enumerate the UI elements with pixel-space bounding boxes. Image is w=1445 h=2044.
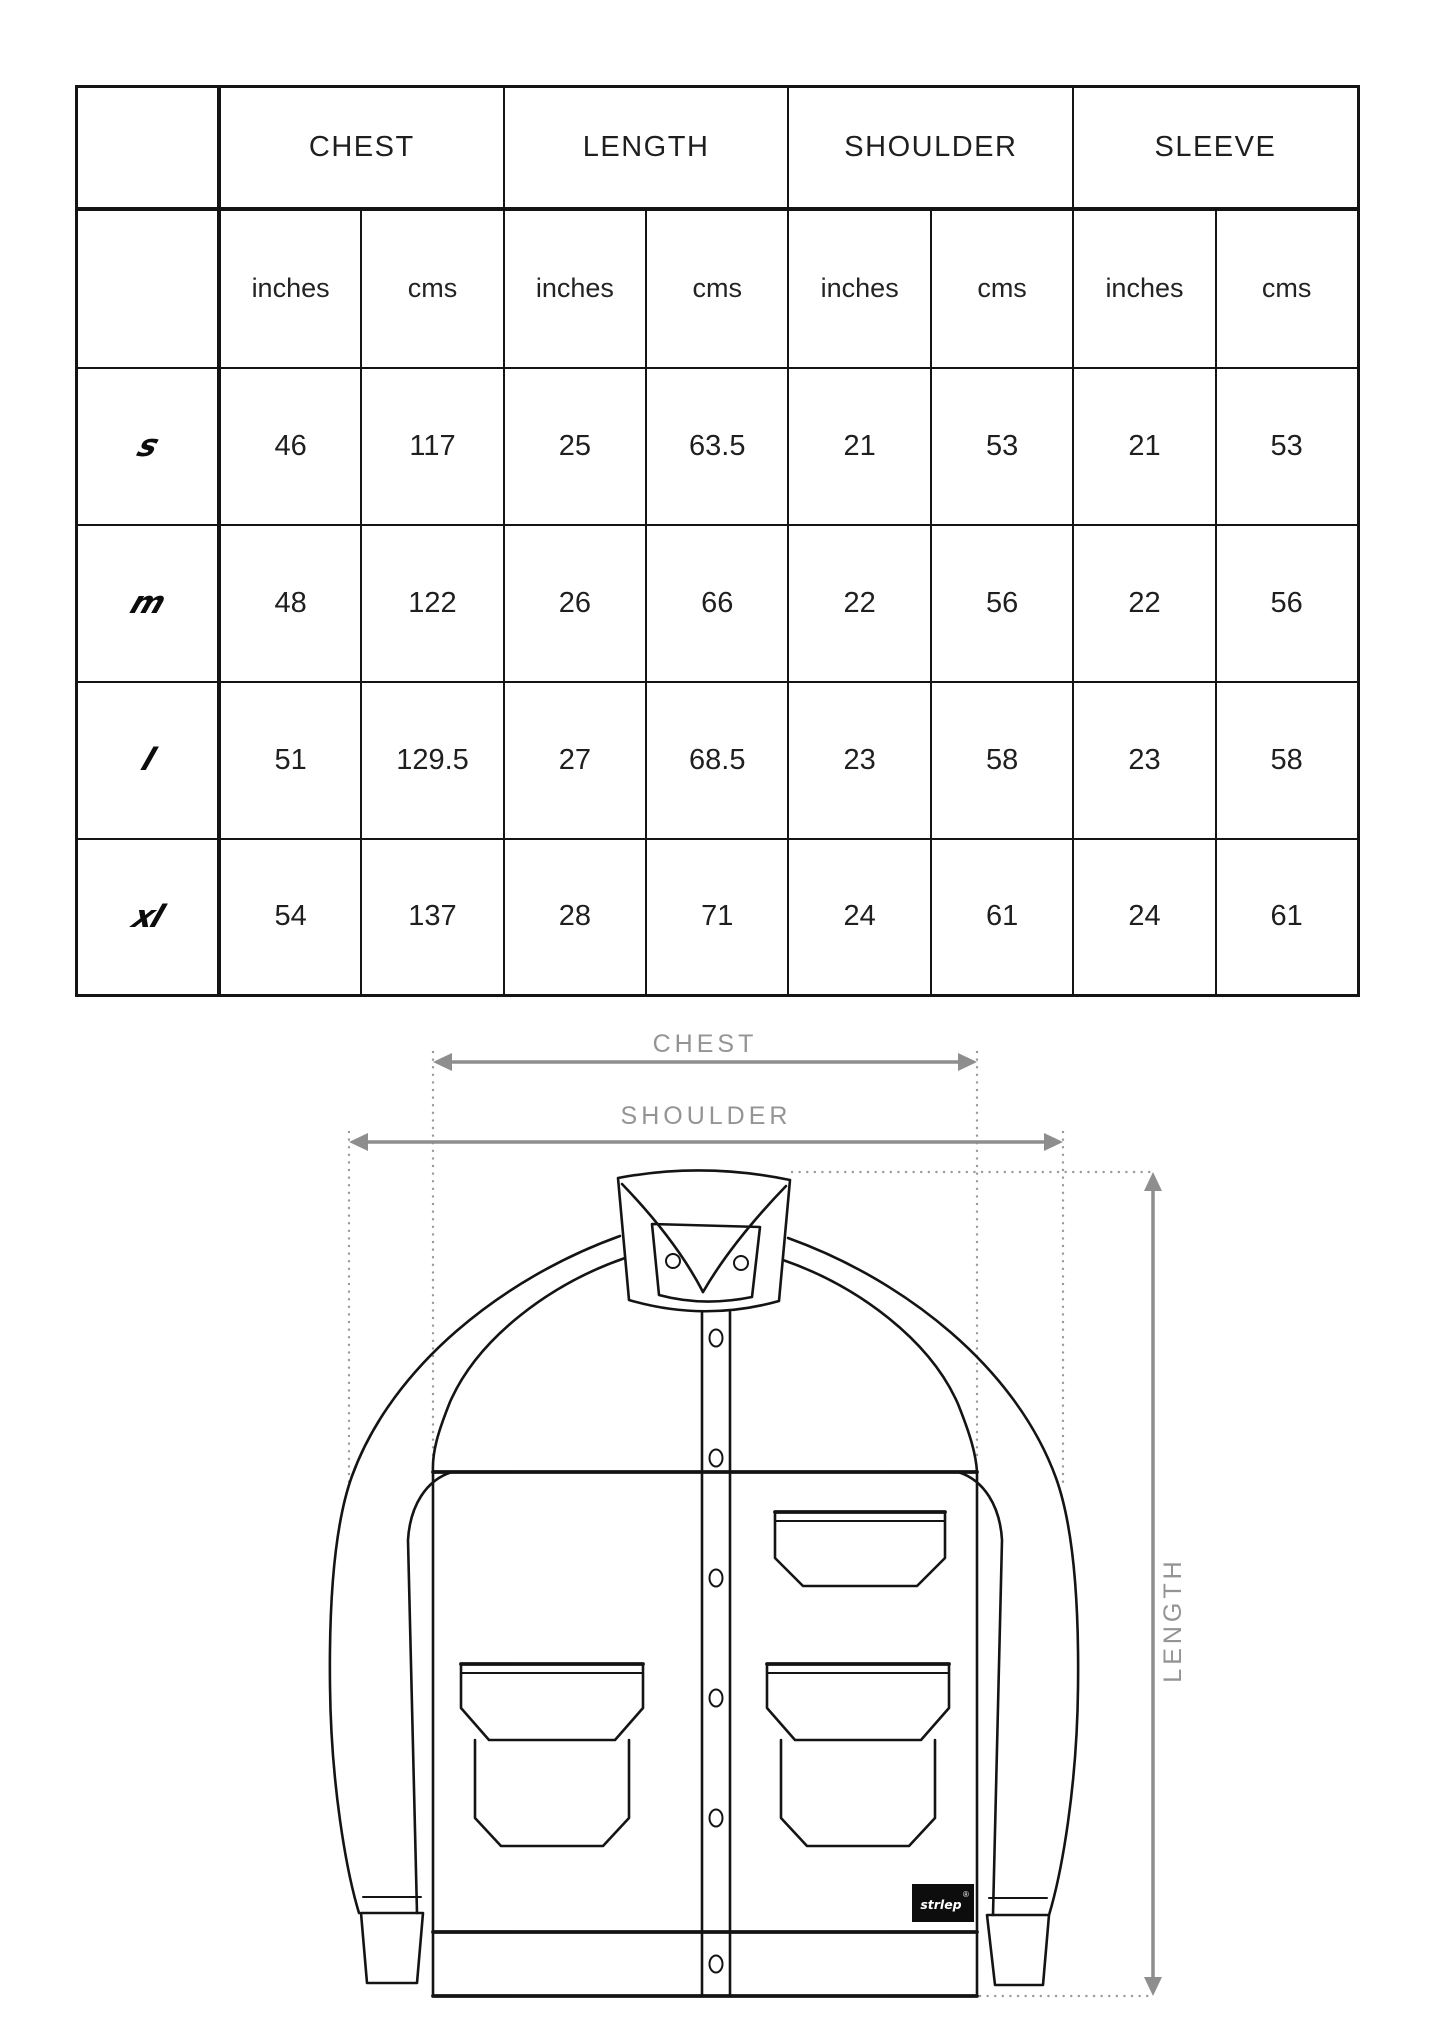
brand-tag-logo: strlep [920,1897,962,1912]
lower-pocket-left-flap [461,1664,643,1740]
cell-value: 22 [788,525,930,682]
arrowhead-icon [1144,1977,1162,1996]
cell-value: 63.5 [646,368,788,525]
cell-value: 66 [646,525,788,682]
unit-label: inches [1073,209,1215,368]
cell-value: 58 [1216,682,1358,839]
cell-value: 71 [646,839,788,996]
registered-mark: ® [963,1890,969,1899]
size-glyph: m [125,585,170,621]
cell-value: 53 [931,368,1073,525]
cell-value: 58 [931,682,1073,839]
collar-eyelet-left [666,1254,680,1268]
cell-value: 24 [1073,839,1215,996]
unit-label: cms [931,209,1073,368]
cell-value: 22 [1073,525,1215,682]
header-shoulder: SHOULDER [788,87,1073,209]
header-sleeve: SLEEVE [1073,87,1358,209]
cell-value: 46 [219,368,361,525]
cell-value: 23 [788,682,930,839]
cell-value: 54 [219,839,361,996]
arrowhead-icon [958,1053,977,1071]
unit-label: inches [788,209,930,368]
sleeve-outer-right [788,1238,1078,1915]
arrowhead-icon [433,1053,452,1071]
yoke-seam-left [433,1258,625,1472]
cell-value: 129.5 [361,682,503,839]
collar-eyelet-right [734,1256,748,1270]
cell-value: 61 [1216,839,1358,996]
yoke-seam-right [783,1260,977,1472]
sleeve-inner-left [408,1472,452,1913]
size-glyph: s [132,428,163,464]
collar-fold-right [703,1186,786,1292]
header-length: LENGTH [504,87,789,209]
chest-pocket [775,1512,945,1586]
arrowhead-icon [1044,1133,1063,1151]
unit-label: cms [646,209,788,368]
cell-value: 21 [1073,368,1215,525]
size-glyph: l [136,742,159,778]
cuff-right [987,1915,1049,1985]
cuff-left [361,1913,423,1983]
size-glyph: xl [127,898,168,935]
unit-label: cms [1216,209,1358,368]
cell-value: 23 [1073,682,1215,839]
button [710,1810,723,1827]
cell-value: 53 [1216,368,1358,525]
cell-value: 68.5 [646,682,788,839]
cell-value: 122 [361,525,503,682]
cell-value: 56 [1216,525,1358,682]
shoulder-dimension-label: SHOULDER [620,1102,792,1130]
length-dimension-label: LENGTH [1159,1557,1187,1683]
cell-value: 25 [504,368,646,525]
cell-value: 48 [219,525,361,682]
sleeve-inner-right [958,1472,1002,1915]
cell-value: 26 [504,525,646,682]
button [710,1450,723,1467]
unit-label: inches [219,209,361,368]
collar-fold-left [622,1184,703,1292]
lower-pocket-right-flap [767,1664,949,1740]
lower-pocket-left-pouch [475,1740,629,1846]
button [710,1570,723,1587]
cell-value: 137 [361,839,503,996]
unit-label: cms [361,209,503,368]
cell-value: 51 [219,682,361,839]
unit-label: inches [504,209,646,368]
header-chest: CHEST [219,87,504,209]
button [710,1690,723,1707]
cell-value: 27 [504,682,646,839]
cell-value: 24 [788,839,930,996]
button [710,1956,723,1973]
chest-dimension-label: CHEST [652,1030,758,1058]
cell-value: 56 [931,525,1073,682]
cell-value: 61 [931,839,1073,996]
cell-value: 28 [504,839,646,996]
button [710,1330,723,1347]
arrowhead-icon [1144,1172,1162,1191]
cell-value: 117 [361,368,503,525]
lower-pocket-right-pouch [781,1740,935,1846]
cell-value: 21 [788,368,930,525]
arrowhead-icon [349,1133,368,1151]
